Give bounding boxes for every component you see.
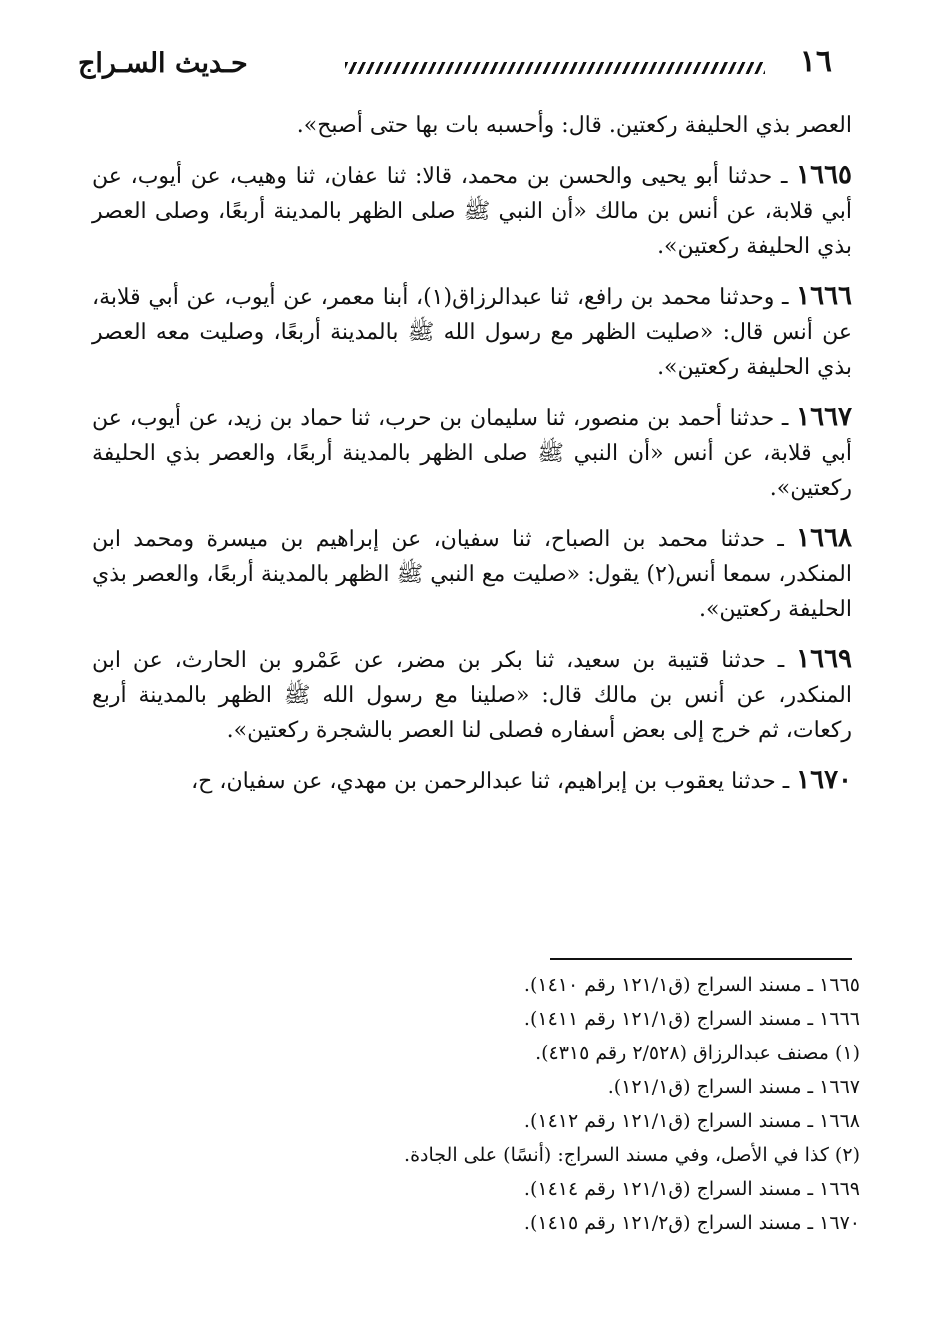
- hadith-1668: [92, 521, 852, 627]
- hadith-1666: [92, 279, 852, 385]
- footnote: ١٦٦٥ ـ مسند السراج (ق١٢١/١ رقم ١٤١٠).: [523, 974, 860, 996]
- paragraph-text: العصر بذي الحليفة ركعتين. قال: وأحسبه بات بها حتى أصبح».: [296, 113, 852, 138]
- footnote: ١٦٦٩ ـ مسند السراج (ق١٢١/١ رقم ١٤١٤).: [523, 1178, 860, 1200]
- hadith-text: ـ حدثنا يعقوب بن إبراهيم، ثنا عبدالرحمن بن مهدي، عن سفيان، ح،: [191, 769, 790, 794]
- hadith-number: ١٦٦٥: [796, 160, 852, 190]
- hadith-text: ـ حدثنا أبو يحيى والحسن بن محمد، قالا: ثنا عفان، ثنا وهيب، عن أيوب، عن أبي قلابة، عن أنس بن مالك «أن النبي ﷺ صلى الظهر بالمدينة أربعًا، وصلى العصر بذي الحليفة ركعتين».: [92, 164, 852, 259]
- hadith-number: ١٦٦٩: [796, 644, 853, 674]
- paragraph-continuation: [92, 108, 852, 143]
- hadith-text: ـ حدثنا قتيبة بن سعيد، ثنا بكر بن مضر، عن عَمْرو بن الحارث، عن ابن المنكدر، عن أنس بن مالك قال: «صلينا مع رسول الله ﷺ الظهر بالمدينة أربع ركعات، ثم خرج إلى بعض أسفاره فصلى لنا العصر بالشجرة ركعتين».: [92, 648, 852, 743]
- hadith-1670: [92, 763, 852, 799]
- footnote: ١٦٦٦ ـ مسند السراج (ق١٢١/١ رقم ١٤١١).: [523, 1008, 860, 1030]
- main-text: [92, 108, 852, 814]
- footnote: ١٦٦٧ ـ مسند السراج (ق١٢١/١).: [607, 1076, 860, 1098]
- footnote: ١٦٧٠ ـ مسند السراج (ق١٢١/٢ رقم ١٤١٥).: [523, 1212, 860, 1234]
- hadith-1667: [92, 400, 852, 506]
- footnote: ١٦٦٨ ـ مسند السراج (ق١٢١/١ رقم ١٤١٢).: [523, 1110, 860, 1132]
- hadith-text: ـ حدثنا أحمد بن منصور، ثنا سليمان بن حرب، ثنا حماد بن زيد، عن أيوب، عن أبي قلابة، عن أنس «أن النبي ﷺ صلى الظهر بالمدينة أربعًا، والعصر بذي الحليفة ركعتين».: [92, 406, 852, 501]
- hadith-1669: [92, 642, 852, 748]
- footnotes: [92, 968, 860, 1240]
- hadith-1665: [92, 158, 852, 264]
- hadith-number: ١٦٦٦: [796, 281, 853, 311]
- page-number: ١٦: [799, 44, 832, 79]
- hadith-text: ـ وحدثنا محمد بن رافع، ثنا عبدالرزاق(١)، أبنا معمر، عن أيوب، عن أبي قلابة، عن أنس قال: «صليت الظهر مع رسول الله ﷺ بالمدينة أربعًا، وصليت معه العصر بذي الحليفة ركعتين».: [92, 285, 852, 380]
- hadith-number: ١٦٦٧: [796, 402, 853, 432]
- footnote: (١) مصنف عبدالرزاق (٢/٥٢٨ رقم ٤٣١٥).: [535, 1042, 860, 1064]
- hadith-number: ١٦٧٠: [796, 765, 852, 795]
- page-header: [70, 40, 850, 90]
- footnote: (٢) كذا في الأصل، وفي مسند السراج: (أنسًا) على الجادة.: [404, 1144, 860, 1166]
- footnote-separator: [550, 958, 852, 960]
- hadith-number: ١٦٦٨: [796, 523, 852, 553]
- running-title: حـديث السـراج: [78, 48, 248, 79]
- hadith-text: ـ حدثنا محمد بن الصباح، ثنا سفيان، عن إبراهيم بن ميسرة ومحمد ابن المنكدر، سمعا أنس(٢) يقول: «صليت مع النبي ﷺ الظهر بالمدينة أربعًا، والعصر بذي الحليفة ركعتين».: [92, 527, 852, 622]
- header-decorative-rule: [345, 62, 765, 74]
